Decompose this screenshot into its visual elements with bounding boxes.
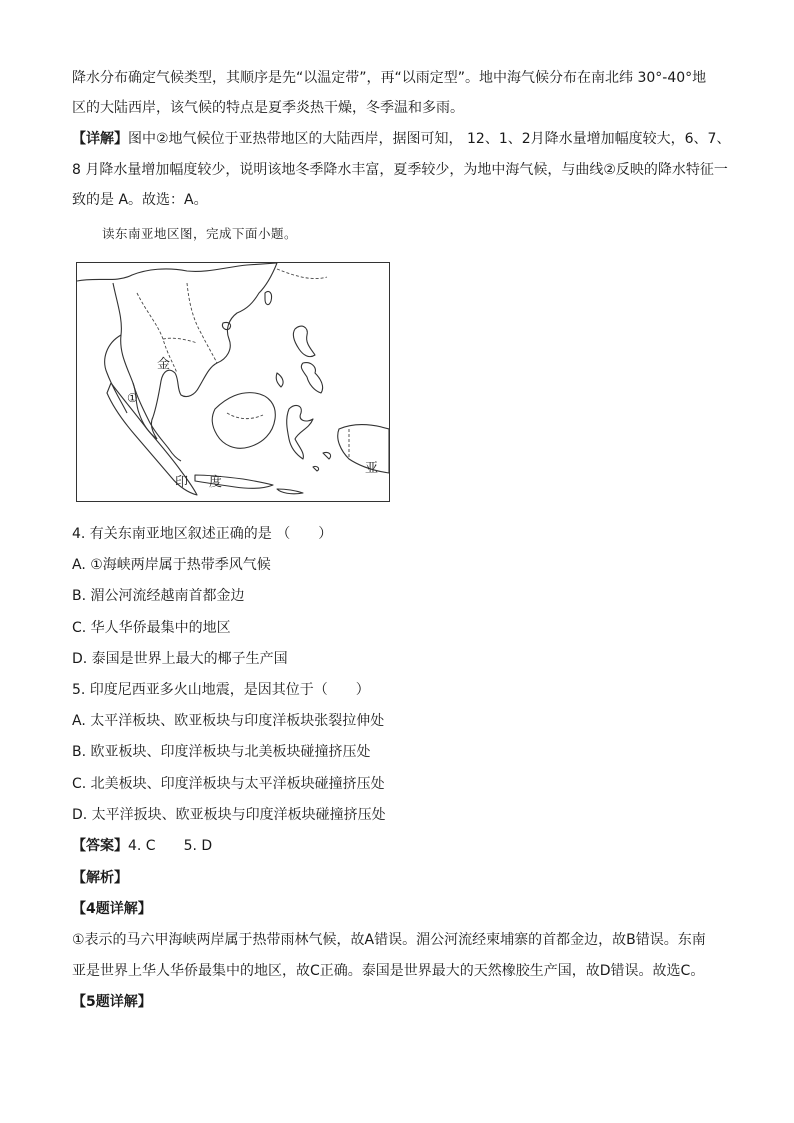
southeast-asia-map <box>76 262 390 502</box>
detail-text-1: 图中②地气候位于亚热带地区的大陆西岸，据图可知， 12、1、2月降水量增加幅度较大，6、7、 <box>128 131 731 147</box>
map-label-du: 度 <box>209 475 223 490</box>
map-label-ya: 亚 <box>365 461 379 476</box>
map-label-jin: 金 <box>157 357 171 372</box>
question-5-option-c: C. 北美板块、印度洋板块与太平洋板块碰撞挤压处 <box>72 776 385 792</box>
answer-tag: 【答案】 <box>72 838 128 854</box>
question-5-option-a: A. 太平洋板块、欧亚板块与印度洋板块张裂拉伸处 <box>72 713 385 729</box>
map-drawing <box>77 263 389 501</box>
question-4-option-b: B. 湄公河流经越南首都金边 <box>72 588 245 604</box>
detail-line-1 <box>72 129 730 149</box>
question-4-option-c: C. 华人华侨最集中的地区 <box>72 620 231 636</box>
q4-detail-line-2: 亚是世界上华人华侨最集中的地区，故C正确。泰国是世界最大的天然橡胶生产国，故D错误。故选C。 <box>72 963 705 979</box>
intro-line-2: 区的大陆西岸，该气候的特点是夏季炎热干燥，冬季温和多雨。 <box>72 100 464 116</box>
answer-line <box>72 836 212 856</box>
q4-detail-line-1: ①表示的马六甲海峡两岸属于热带雨林气候，故A错误。湄公河流经柬埔寨的首都金边，故B错误。东南 <box>72 932 706 948</box>
question-5-stem: 5. 印度尼西亚多火山地震，是因其位于（ ） <box>72 682 370 698</box>
question-4-option-d: D. 泰国是世界上最大的椰子生产国 <box>72 651 288 667</box>
q4-detail-tag: 【4题详解】 <box>72 901 152 917</box>
map-caption: 读东南亚地区图，完成下面小题。 <box>102 226 298 241</box>
map-label-circle-one: ① <box>127 391 138 405</box>
analysis-tag: 【解析】 <box>72 870 128 886</box>
question-5-option-d: D. 太平洋扳块、欧亚板块与印度洋板块碰撞挤压处 <box>72 807 386 823</box>
question-4-stem: 4. 有关东南亚地区叙述正确的是 （ ） <box>72 526 333 542</box>
map-label-yin: 印 <box>175 475 189 490</box>
question-4-option-a: A. ①海峡两岸属于热带季风气候 <box>72 557 271 573</box>
detail-line-2: 8 月降水量增加幅度较少，说明该地冬季降水丰富，夏季较少，为地中海气候，与曲线②反映的降水特征一 <box>72 162 728 178</box>
question-5-option-b: B. 欧亚板块、印度洋板块与北美板块碰撞挤压处 <box>72 744 371 760</box>
intro-line-1: 降水分布确定气候类型，其顺序是先“以温定带”，再“以雨定型”。地中海气候分布在南北纬 30°-40°地 <box>72 70 707 86</box>
detail-line-3: 致的是 A。故选：A。 <box>72 192 208 208</box>
detail-tag: 【详解】 <box>72 131 128 147</box>
q5-detail-tag: 【5题详解】 <box>72 994 152 1010</box>
answer-text: 4. C 5. D <box>128 838 213 854</box>
